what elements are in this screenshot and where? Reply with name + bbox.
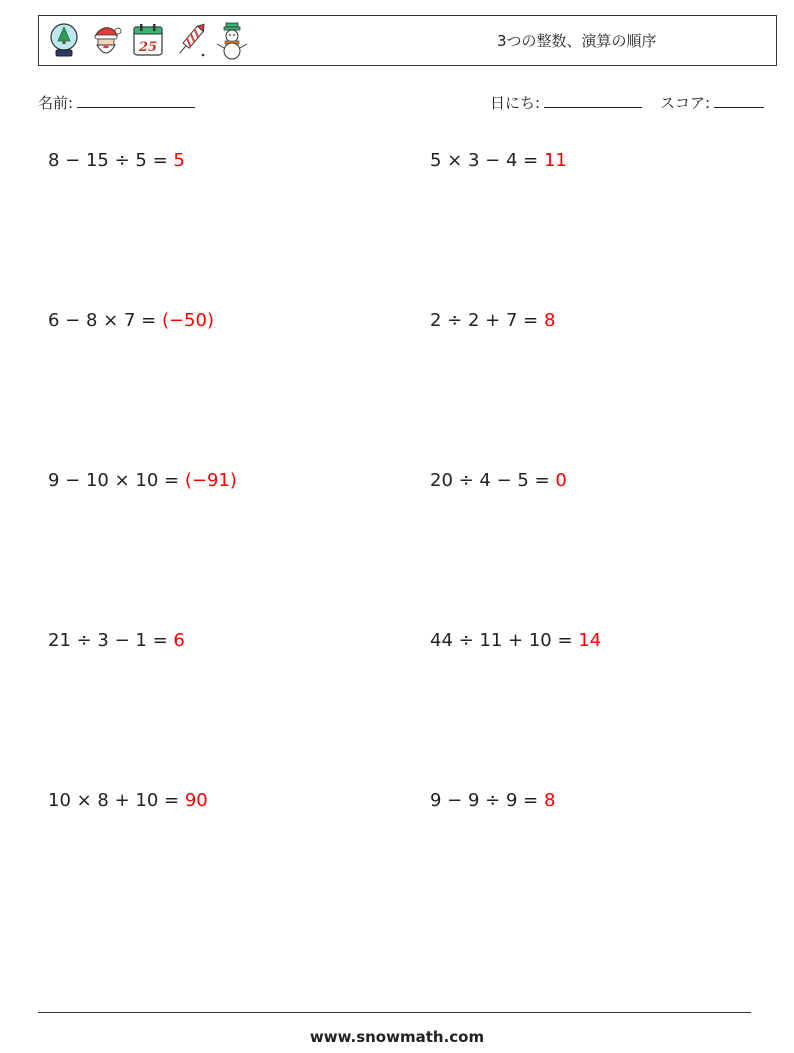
- problem-6: [430, 470, 567, 491]
- problem-answer: 8: [543, 310, 556, 331]
- worksheet-title: 3つの整数、演算の順序: [497, 32, 657, 50]
- problem-2: [430, 150, 567, 171]
- problem-expression: 20 ÷ 4 − 5 =: [430, 470, 550, 491]
- problem-4: [430, 310, 555, 331]
- firework-rocket-icon: [173, 21, 207, 61]
- problem-10: [430, 790, 555, 811]
- problem-answer: (−50): [161, 310, 214, 331]
- name-label: 名前:: [38, 94, 74, 112]
- icon-strip: [47, 21, 249, 61]
- footer-site-link[interactable]: www.snowmath.com: [309, 1028, 485, 1046]
- problem-9: [48, 790, 208, 811]
- problem-expression: 6 − 8 × 7 =: [48, 310, 157, 331]
- calendar-25-icon: [131, 21, 165, 61]
- snowman-icon: [215, 21, 249, 61]
- problem-expression: 9 − 10 × 10 =: [48, 470, 180, 491]
- problem-8: [430, 630, 601, 651]
- score-blank[interactable]: [714, 92, 764, 108]
- date-field: [490, 92, 642, 113]
- date-label: 日にち:: [490, 94, 541, 112]
- header-box: [38, 15, 777, 66]
- footer-divider: [38, 1012, 751, 1013]
- snow-globe-icon: [47, 21, 81, 61]
- problem-1: [48, 150, 185, 171]
- problem-answer: (−91): [184, 470, 237, 491]
- score-label: スコア:: [660, 94, 711, 112]
- problem-answer: 5: [173, 150, 185, 171]
- calendar-number: 25: [138, 40, 158, 55]
- problem-expression: 8 − 15 ÷ 5 =: [48, 150, 168, 171]
- problem-expression: 2 ÷ 2 + 7 =: [430, 310, 539, 331]
- problem-answer: 8: [543, 790, 556, 811]
- name-blank[interactable]: [77, 92, 195, 108]
- date-blank[interactable]: [544, 92, 642, 108]
- problem-3: [48, 310, 214, 331]
- score-field: [660, 92, 764, 113]
- problem-expression: 9 − 9 ÷ 9 =: [430, 790, 539, 811]
- problem-answer: 14: [578, 630, 602, 651]
- problem-answer: 11: [543, 150, 567, 171]
- problem-answer: 6: [173, 630, 185, 651]
- problem-expression: 10 × 8 + 10 =: [48, 790, 180, 811]
- problem-answer: 90: [184, 790, 208, 811]
- problem-expression: 5 × 3 − 4 =: [430, 150, 539, 171]
- santa-icon: [89, 21, 123, 61]
- name-field: [38, 92, 195, 113]
- problem-7: [48, 630, 185, 651]
- problem-5: [48, 470, 237, 491]
- problem-expression: 44 ÷ 11 + 10 =: [430, 630, 573, 651]
- problem-answer: 0: [555, 470, 567, 491]
- problem-expression: 21 ÷ 3 − 1 =: [48, 630, 168, 651]
